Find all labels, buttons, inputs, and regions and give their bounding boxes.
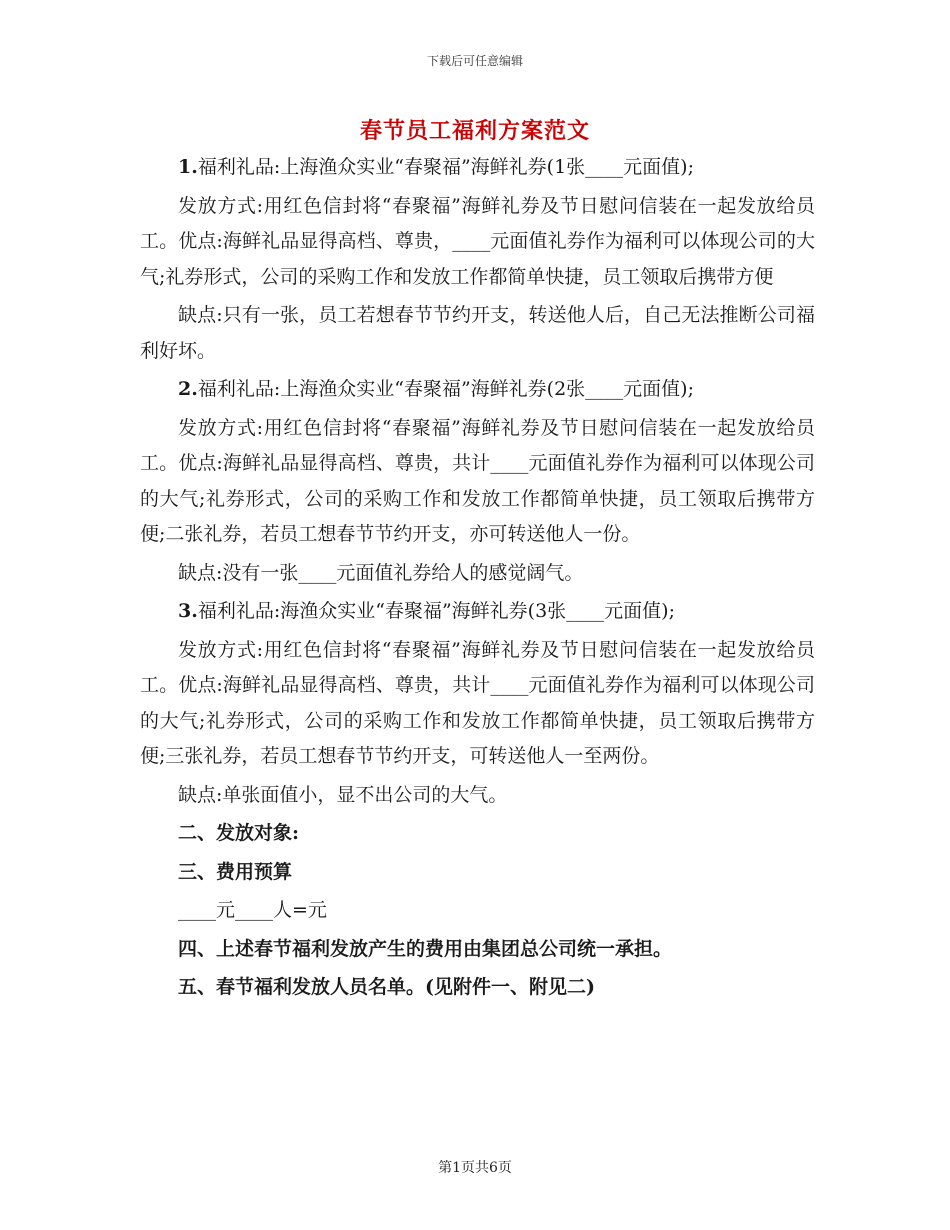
paragraph-drawback-1: 缺点:只有一张，员工若想春节节约开支，转送他人后，自己无法推断公司福利好坏。 <box>140 304 815 362</box>
document-body <box>140 150 815 1009</box>
document-title: 春节员工福利方案范文 <box>359 118 590 144</box>
item-number: 3. <box>178 600 198 622</box>
budget-formula: ____元____人=元 <box>178 899 327 921</box>
paragraph-item-3 <box>140 594 815 630</box>
section-heading-namelist: 五、春节福利发放人员名单。(见附件一、附见二) <box>178 976 595 998</box>
section-heading-budget: 三、费用预算 <box>178 860 293 883</box>
page-header: 下载后可任意编辑 <box>426 54 523 68</box>
section-heading-targets: 二、发放对象: <box>178 822 300 844</box>
paragraph-item-1 <box>140 150 815 186</box>
paragraph-distribution-2: 发放方式:用红色信封将“春聚福”海鲜礼券及节日慰问信装在一起发放给员工。优点:海鲜礼品显得高档、尊贵，共计____元面值礼券作为福利可以体现公司的大气;礼券形式，公司的采购工作和发放工作都简单快捷，员工领取后携带方便;二张礼券，若员工想春节节约开支，亦可转送他人一份。 <box>140 416 815 545</box>
paragraph-distribution-1: 发放方式:用红色信封将“春聚福”海鲜礼券及节日慰问信装在一起发放给员工。优点:海鲜礼品显得高档、尊贵，____元面值礼券作为福利可以体现公司的大气;礼券形式，公司的采购工作和发放工作都简单快捷，员工领取后携带方便 <box>140 194 815 288</box>
paragraph-drawback-2: 缺点:没有一张____元面值礼券给人的感觉阔气。 <box>178 561 584 584</box>
paragraph-item-2 <box>140 372 815 408</box>
paragraph-text: 福利礼品:上海渔众实业“春聚福”海鲜礼券(1张____元面值); <box>197 156 694 178</box>
paragraph-distribution-3: 发放方式:用红色信封将“春聚福”海鲜礼券及节日慰问信装在一起发放给员工。优点:海鲜礼品显得高档、尊贵，共计____元面值礼券作为福利可以体现公司的大气;礼券形式，公司的采购工作和发放工作都简单快捷，员工领取后携带方便;三张礼券，若员工想春节节约开支，可转送他人一至两份。 <box>140 638 815 767</box>
paragraph-drawback-3: 缺点:单张面值小，显不出公司的大气。 <box>178 783 508 806</box>
item-number: 2. <box>178 378 198 400</box>
paragraph-text: 福利礼品:海渔众实业“春聚福”海鲜礼券(3张____元面值); <box>197 600 675 622</box>
page-footer: 第1页共6页 <box>438 1160 512 1176</box>
section-heading-cost: 四、上述春节福利发放产生的费用由集团总公司统一承担。 <box>178 937 673 960</box>
item-number: 1. <box>178 156 198 178</box>
paragraph-text: 福利礼品:上海渔众实业“春聚福”海鲜礼券(2张____元面值); <box>197 378 694 400</box>
